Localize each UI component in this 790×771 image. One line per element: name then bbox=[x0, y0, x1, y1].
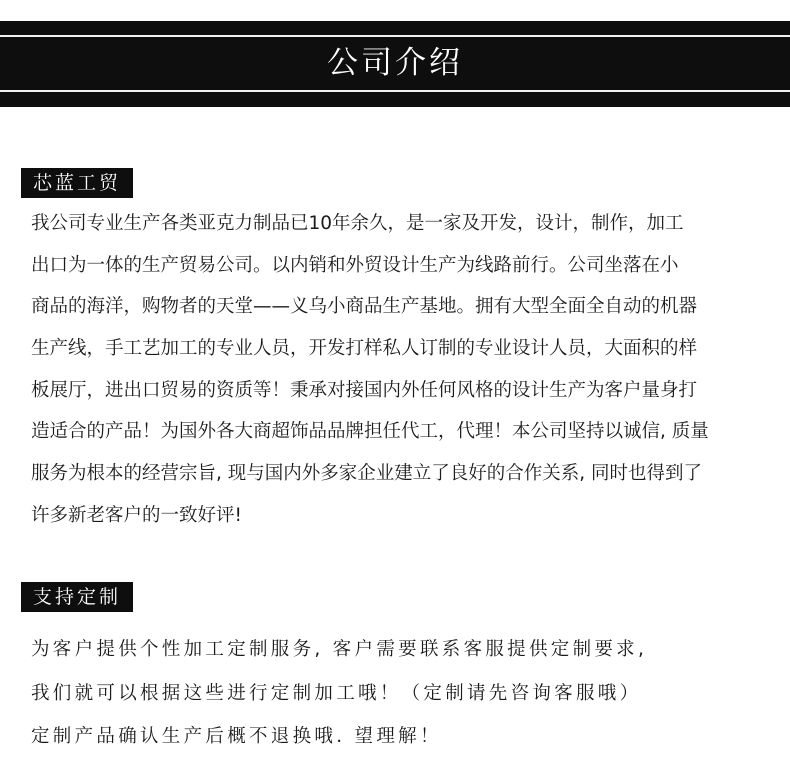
banner-bottom-rule bbox=[0, 90, 790, 92]
paragraph-line: 造适合的产品！为国外各大商超饰品品牌担任代工，代理！本公司坚持以诚信, 质量 bbox=[31, 421, 709, 443]
paragraph-line: 板展厅，进出口贸易的资质等！秉承对接国内外任何风格的设计生产为客户量身打 bbox=[31, 379, 698, 401]
section-heading-company: 芯蓝工贸 bbox=[21, 168, 133, 198]
paragraph-line: 为客户提供个性加工定制服务, 客户需要联系客服提供定制要求, bbox=[31, 639, 648, 660]
company-intro-paragraph bbox=[31, 203, 709, 537]
customization-paragraph bbox=[31, 628, 647, 759]
paragraph-line: 生产线，手工艺加工的专业人员，开发打样私人订制的专业设计人员，大面积的样 bbox=[31, 338, 698, 360]
title-banner bbox=[0, 21, 790, 107]
paragraph-line: 服务为根本的经营宗旨, 现与国内外多家企业建立了良好的合作关系, 同时也得到了 bbox=[31, 463, 703, 485]
paragraph-line: 许多新老客户的一致好评! bbox=[31, 504, 242, 526]
section-heading-customization: 支持定制 bbox=[21, 582, 133, 612]
paragraph-line: 出口为一体的生产贸易公司。以内销和外贸设计生产为线路前行。公司坐落在小 bbox=[31, 254, 679, 276]
paragraph-line: 我们就可以根据这些进行定制加工哦！（定制请先咨询客服哦） bbox=[31, 682, 642, 704]
paragraph-line: 商品的海洋，购物者的天堂——义乌小商品生产基地。拥有大型全面全自动的机器 bbox=[31, 296, 698, 318]
paragraph-line: 我公司专业生产各类亚克力制品已10年余久，是一家及开发，设计，制作，加工 bbox=[31, 213, 684, 234]
page-title: 公司介绍 bbox=[327, 45, 463, 81]
paragraph-line: 定制产品确认生产后概不退换哦. 望理解！ bbox=[31, 726, 442, 747]
